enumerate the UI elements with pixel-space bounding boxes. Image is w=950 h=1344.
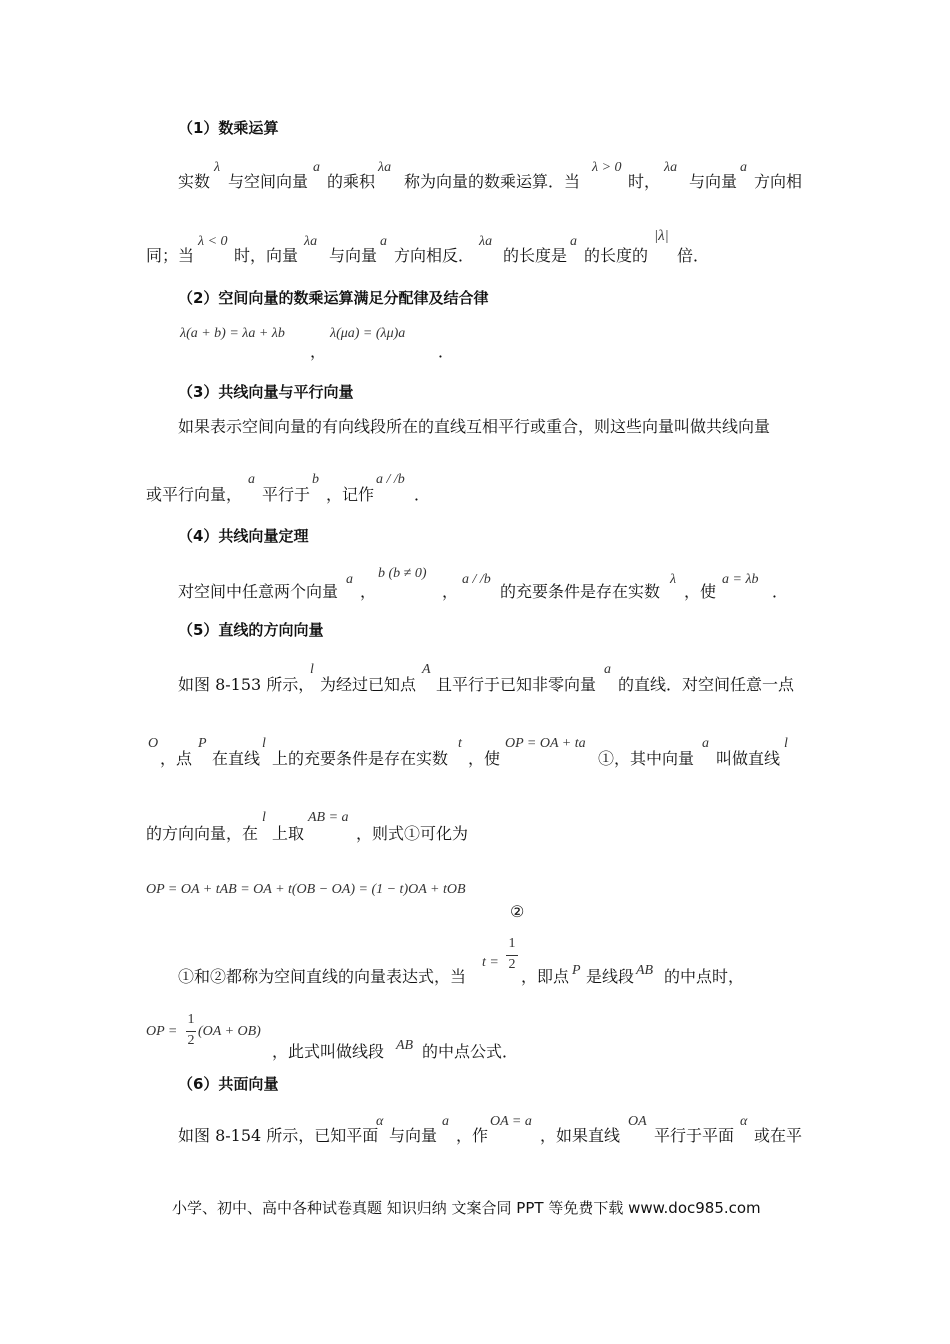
p9-text: ，则式①可化为 xyxy=(356,824,469,843)
p6-text: ． xyxy=(772,582,789,601)
p7-text: 的直线．对空间任意一点 xyxy=(618,675,795,694)
math-half-fraction xyxy=(506,936,518,973)
math-lambda-a: λa xyxy=(378,160,392,175)
p1-text: 的乘积 xyxy=(327,172,376,191)
math-lambda-lt0: λ < 0 xyxy=(198,234,228,249)
p2-text: 与向量 xyxy=(329,246,378,265)
math-a: a xyxy=(380,234,387,249)
math-distributive: λ(a + b) = λa + λb xyxy=(180,326,285,341)
heading-1: （1）数乘运算 xyxy=(178,119,279,137)
math-b: b xyxy=(312,472,319,487)
math-l: l xyxy=(262,736,266,751)
p8-text: ，使 xyxy=(468,749,501,768)
math-lambda-a: λa xyxy=(479,234,493,249)
p13-text: 平行于平面 xyxy=(654,1126,735,1145)
p13-text: ，如果直线 xyxy=(540,1126,621,1145)
math-alpha: α xyxy=(376,1114,384,1129)
heading-3: （3）共线向量与平行向量 xyxy=(178,383,354,401)
math-oa-eq-a: OA = a xyxy=(490,1114,532,1129)
math-abs-lambda: |λ| xyxy=(654,228,669,244)
math-a: a xyxy=(346,572,353,587)
heading-4: （4）共线向量定理 xyxy=(178,527,309,545)
p8-text: ，点 xyxy=(160,749,193,768)
p7-text: 如图 8-153 所示， xyxy=(178,675,315,694)
math-lambda-gt0: λ > 0 xyxy=(592,160,622,175)
p11-text: ，即点 xyxy=(521,967,570,986)
math-a: a xyxy=(570,234,577,249)
p7-text: 且平行于已知非零向量 xyxy=(436,675,597,694)
heading-2: （2）空间向量的数乘运算满足分配律及结合律 xyxy=(178,289,489,307)
math-AB: AB xyxy=(636,963,654,978)
p6-text: ， xyxy=(360,582,377,601)
p8-text: 在直线 xyxy=(212,749,261,768)
p2-text: 同；当 xyxy=(146,246,195,265)
math-op-eq: OP = OA + ta xyxy=(505,736,586,751)
math-a: a xyxy=(604,662,611,677)
p5-text: 或平行向量， xyxy=(146,485,243,504)
p6-text: ，使 xyxy=(684,582,717,601)
p1-text: 称为向量的数乘运算．当 xyxy=(404,172,581,191)
mark-two: ② xyxy=(510,902,525,921)
math-a: a xyxy=(248,472,255,487)
math-long-eq: OP = OA + tAB = OA + t(OB − OA) = (1 − t)OA + tOB xyxy=(146,882,466,897)
p8-text: 叫做直线 xyxy=(716,749,781,768)
p12-text: 的中点公式． xyxy=(422,1042,519,1061)
half-denominator: 2 xyxy=(508,957,516,972)
p5-text: ． xyxy=(414,485,431,504)
math-OA: OA xyxy=(628,1114,647,1129)
math-A: A xyxy=(422,662,431,677)
p1-text: 与空间向量 xyxy=(228,172,309,191)
math-l: l xyxy=(262,810,266,825)
math-lambda-a: λa xyxy=(664,160,678,175)
p6-text: ， xyxy=(442,582,459,601)
math-t: t xyxy=(458,736,462,751)
half-numerator: 1 xyxy=(187,1012,195,1027)
fraction-bar xyxy=(186,1031,196,1032)
p1-text: 实数 xyxy=(178,172,211,191)
half-numerator: 1 xyxy=(508,936,516,951)
p8-text: 上的充要条件是存在实数 xyxy=(272,749,449,768)
p7-text: 为经过已知点 xyxy=(320,675,417,694)
p4-text: 如果表示空间向量的有向线段所在的直线互相平行或重合，则这些向量叫做共线向量 xyxy=(178,417,771,436)
math-a-eq-lambda-b: a = λb xyxy=(722,572,759,587)
heading-5: （5）直线的方向向量 xyxy=(178,621,324,639)
p9-text: 的方向向量，在 xyxy=(146,824,259,843)
math-a: a xyxy=(313,160,320,175)
p2-text: 的长度的 xyxy=(584,246,649,265)
p1-text: 方向相 xyxy=(754,172,803,191)
p13-text: 如图 8-154 所示，已知平面 xyxy=(178,1126,379,1145)
math-op-half: OP = xyxy=(146,1024,178,1039)
math-a-par-b: a / /b xyxy=(376,472,405,487)
p2-text: 方向相反． xyxy=(394,246,475,265)
math-O: O xyxy=(148,736,159,751)
heading-6: （6）共面向量 xyxy=(178,1075,279,1093)
math-l: l xyxy=(784,736,788,751)
p11-text: 的中点时， xyxy=(664,967,745,986)
math-lambda-a: λa xyxy=(304,234,318,249)
p6-text: 对空间中任意两个向量 xyxy=(178,582,339,601)
math-midpoint-fraction xyxy=(186,1012,196,1049)
page-footer: 小学、初中、高中各种试卷真题 知识归纳 文案合同 PPT 等免费下载 www.doc985.com xyxy=(172,1199,761,1217)
math-lambda: λ xyxy=(670,572,677,587)
p11-text: ①和②都称为空间直线的向量表达式，当 xyxy=(178,967,467,986)
p12-text: ，此式叫做线段 xyxy=(272,1042,385,1061)
math-a: a xyxy=(702,736,709,751)
math-associative: λ(μa) = (λμ)a xyxy=(330,326,406,341)
p1-text: 与向量 xyxy=(689,172,738,191)
math-a: a xyxy=(442,1114,449,1129)
math-lambda: λ xyxy=(214,160,221,175)
math-a-par-b: a / /b xyxy=(462,572,491,587)
fraction-bar xyxy=(506,955,518,956)
math-b-neq0: b (b ≠ 0) xyxy=(378,566,427,581)
p5-text: 平行于 xyxy=(262,485,311,504)
p3-dot: ． xyxy=(438,342,455,361)
p8-text: ①，其中向量 xyxy=(598,749,695,768)
p13-text: 或在平 xyxy=(754,1126,803,1145)
math-ab-eq-a: AB = a xyxy=(308,810,349,825)
p3-comma: ， xyxy=(310,342,327,361)
math-a: a xyxy=(740,160,747,175)
math-AB: AB xyxy=(396,1038,414,1053)
math-alpha: α xyxy=(740,1114,748,1129)
p5-text: ，记作 xyxy=(326,485,375,504)
math-l: l xyxy=(310,662,314,677)
p13-text: ，作 xyxy=(456,1126,489,1145)
p2-text: 倍． xyxy=(677,246,710,265)
half-denominator: 2 xyxy=(187,1033,195,1048)
math-t-eq: t = xyxy=(482,955,499,970)
p11-text: 是线段 xyxy=(586,967,635,986)
p2-text: 的长度是 xyxy=(503,246,568,265)
p9-text: 上取 xyxy=(272,824,305,843)
p6-text: 的充要条件是存在实数 xyxy=(500,582,661,601)
p13-text: 与向量 xyxy=(389,1126,438,1145)
math-P: P xyxy=(572,963,581,978)
math-P: P xyxy=(198,736,207,751)
math-op-half-rest: (OA + OB) xyxy=(198,1024,261,1039)
p2-text: 时，向量 xyxy=(234,246,299,265)
p1-text: 时， xyxy=(628,172,661,191)
